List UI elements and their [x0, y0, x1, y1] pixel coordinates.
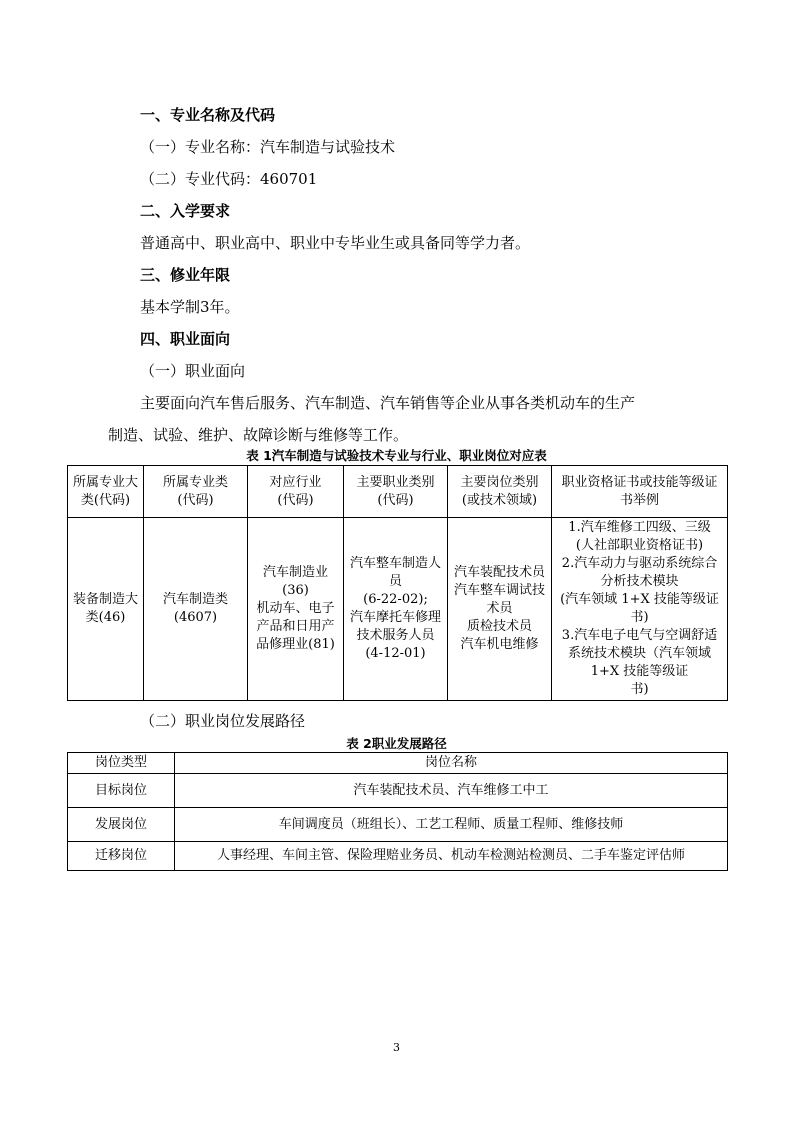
duration-text: 基本学制3年。 — [140, 298, 240, 316]
table2-header-row — [68, 753, 728, 774]
table1-header-cell: 对应行业 (代码) — [248, 466, 344, 518]
heading-career: 四、职业面向 — [140, 330, 231, 348]
table1-header-cell: 职业资格证书或技能等级证 书举例 — [552, 466, 728, 518]
table2-cell: 车间调度员（班组长）、工艺工程师、质量工程师、维修技师 — [175, 808, 728, 842]
table1-header-cell: 主要岗位类别 (或技术领域) — [448, 466, 552, 518]
table1-cell: 汽车制造类 (4607) — [144, 518, 248, 701]
table1-header-cell: 所属专业大 类(代码) — [68, 466, 144, 518]
table2-cell: 汽车装配技术员、汽车维修工中工 — [175, 774, 728, 808]
table1-header-cell: 主要职业类别 (代码) — [344, 466, 448, 518]
major-name-line: （一）专业名称：汽车制造与试验技术 — [140, 138, 396, 156]
career-mapping-table — [67, 465, 728, 701]
career-path-subheading: （二）职业岗位发展路径 — [140, 712, 306, 730]
table2-cell: 人事经理、车间主管、保险理赔业务员、机动车检测站检测员、二手车鉴定评估师 — [175, 842, 728, 871]
table2-cell: 目标岗位 — [68, 774, 175, 808]
career-subheading: （一）职业面向 — [140, 362, 246, 380]
career-text-line1: 主要面向汽车售后服务、汽车制造、汽车销售等企业从事各类机动车的生产 — [140, 394, 636, 412]
table2-row — [68, 808, 728, 842]
table1-cell: 汽车制造业 (36) 机动车、电子 产品和日用产 品修理业(81) — [248, 518, 344, 701]
table1-cell: 汽车整车制造人 员 (6-22-02); 汽车摩托车修理 技术服务人员 (4-12-01) — [344, 518, 448, 701]
table1-cell: 1.汽车维修工四级、三级 (人社部职业资格证书) 2.汽车动力与驱动系统综合 分析技术模块 (汽车领域 1+X 技能等级证 书) 3.汽车电子电气与空调舒适 系统技术模块（汽车领域 1+X 技能等级证 书) — [552, 518, 728, 701]
career-text-line2: 制造、试验、维护、故障诊断与维修等工作。 — [108, 426, 409, 444]
table2-cell: 迁移岗位 — [68, 842, 175, 871]
table2-caption: 表 2职业发展路径 — [346, 736, 447, 751]
table2-cell: 发展岗位 — [68, 808, 175, 842]
page-number: 3 — [393, 1041, 400, 1054]
career-path-table — [67, 752, 728, 871]
table1-header-cell: 所属专业类 (代码) — [144, 466, 248, 518]
heading-major-name: 一、专业名称及代码 — [140, 106, 276, 124]
heading-admission: 二、入学要求 — [140, 202, 231, 220]
table2-header-cell: 岗位名称 — [175, 753, 728, 774]
table1-caption: 表 1汽车制造与试验技术专业与行业、职业岗位对应表 — [246, 448, 547, 463]
admission-text: 普通高中、职业高中、职业中专毕业生或具备同等学力者。 — [140, 234, 531, 252]
heading-duration: 三、修业年限 — [140, 266, 231, 284]
table1-header-row — [68, 466, 728, 518]
table2-header-cell: 岗位类型 — [68, 753, 175, 774]
table1-cell: 汽车装配技术员 汽车整车调试技 术员 质检技术员 汽车机电维修 — [448, 518, 552, 701]
table2-row — [68, 842, 728, 871]
table1-cell: 装备制造大 类(46) — [68, 518, 144, 701]
table1-row — [68, 518, 728, 701]
major-code-line: （二）专业代码：460701 — [140, 170, 318, 188]
table2-row — [68, 774, 728, 808]
